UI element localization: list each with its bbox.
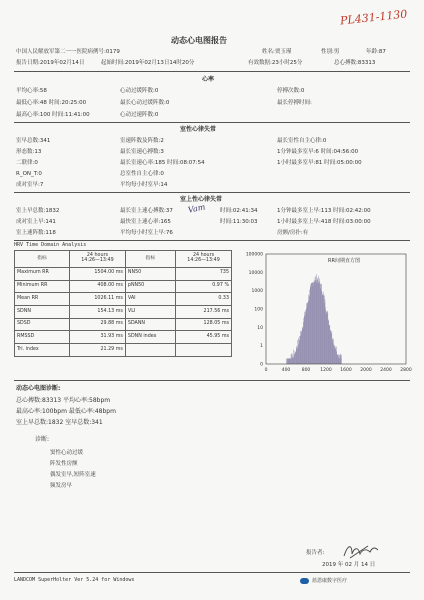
table-cell: SDANN — [125, 318, 175, 331]
diagnosis-item: 偶发室早,短阵室速 — [50, 472, 96, 478]
reporter-signature — [340, 540, 380, 562]
table-cell: pNN50 — [125, 280, 175, 293]
table-cell: Maximum RR — [15, 268, 70, 281]
min-heart-rate: 最低心率:48 时间:20:25:00 — [16, 100, 87, 106]
bigeminy: 二联律:0 — [16, 160, 38, 166]
table-cell: Mean RR — [15, 293, 70, 306]
afib-flutter: 房颤/房扑:有 — [277, 230, 309, 236]
valid-duration: 有效数据:23小时25分 — [248, 60, 303, 66]
x-tick-label: 800 — [301, 368, 311, 373]
y-tick-label: 0 — [260, 362, 263, 368]
longest-vt-rate: 最长室速心率:185 时间:08:07:54 — [120, 160, 205, 166]
patient-age: 年龄:87 — [366, 49, 386, 55]
header-period-title: 24 hours — [86, 253, 108, 259]
total-beats: 总心搏数:83313 — [334, 60, 376, 66]
y-tick-label: 100000 — [245, 252, 263, 258]
x-tick-label: 2000 — [360, 368, 372, 373]
table-row — [15, 331, 232, 344]
header-index: 指标 — [15, 251, 70, 268]
x-tick-label: 2400 — [380, 368, 392, 373]
table-cell: 128.05 ms — [176, 318, 232, 331]
table-cell: 735 — [176, 268, 232, 281]
table-cell: 0.33 — [176, 293, 232, 306]
pac-total: 室上早总数:1832 — [16, 208, 60, 214]
avg-pvc-per-hour: 平均每小时室早:14 — [120, 182, 168, 188]
header-period-range: 14:26—13:49 — [81, 258, 114, 263]
table-row — [15, 344, 232, 357]
hospital-case-number: 中国人民解放军第二一一医院病例号:0179 — [16, 49, 120, 55]
table-cell: SDSD — [15, 318, 70, 331]
rr-histogram — [228, 250, 418, 375]
longest-svt-time: 时间:02:41:34 — [220, 208, 258, 214]
x-tick-label: 0 — [264, 368, 268, 373]
r-on-t: R_ON_T:0 — [16, 171, 42, 177]
brady-episodes: 心动过缓阵数:0 — [120, 88, 159, 94]
x-tick-label: 2800 — [400, 368, 412, 373]
header-period-range: 14:26—13:49 — [187, 258, 220, 263]
footer-company — [300, 578, 347, 584]
morphology-count: 形态数:13 — [16, 149, 42, 155]
report-signed-date: 2019 年 02 月 14 日 — [322, 562, 376, 568]
y-tick-label: 1000 — [251, 289, 263, 295]
table-cell: 1026.11 ms — [69, 293, 125, 306]
paired-pvc: 成对室早:7 — [16, 182, 44, 188]
total-idioventricular: 总室性自主心律:0 — [120, 171, 164, 177]
longest-pause: 最长停搏时间: — [277, 100, 312, 106]
table-cell: 408.00 ms — [69, 280, 125, 293]
company-logo-icon — [300, 578, 309, 584]
divider — [14, 572, 410, 573]
avg-pac-per-hour: 平均每小时室上早:76 — [120, 230, 173, 236]
table-row — [15, 280, 232, 293]
table-row — [15, 306, 232, 319]
max-pac-per-hour: 1小时最多室上早:418 时间:03:00:00 — [277, 219, 371, 225]
header-period — [176, 251, 232, 268]
table-cell: 29.88 ms — [69, 318, 125, 331]
table-row — [15, 293, 232, 306]
divider — [14, 71, 410, 72]
y-tick-label: 100 — [254, 307, 263, 313]
table-cell — [125, 344, 175, 357]
report-date: 报告日期:2019年02月14日 — [16, 60, 85, 66]
max-pvc-per-hour: 1小时最多室早:81 时间:05:00:00 — [277, 160, 362, 166]
pvc-total: 室早总数:341 — [16, 138, 51, 144]
max-heart-rate: 最高心率:100 时间:11:41:00 — [16, 112, 90, 118]
table-cell: SDNN index — [125, 331, 175, 344]
diagnosis-line-2: 最高心率:100bpm 最低心率:48bpm — [16, 408, 116, 415]
table-cell: 1504.00 ms — [69, 268, 125, 281]
longest-idioventricular: 最长室性自主心律:0 — [277, 138, 327, 144]
diagnosis-item: 阵发性房颤 — [50, 461, 78, 467]
start-time: 起始时间:2019年02月13日14时20分 — [101, 60, 195, 66]
ventricular-heading: 室性心律失常 — [180, 126, 217, 133]
reporter-label: 报告者: — [306, 550, 325, 556]
paired-pac: 成对室上早:141 — [16, 219, 56, 225]
header-period — [69, 251, 125, 268]
heart-rate-heading: 心率 — [202, 76, 215, 83]
y-tick-label: 10 — [257, 325, 263, 331]
svt-runs: 室上速阵数:118 — [16, 230, 56, 236]
table-cell: 154.13 ms — [69, 306, 125, 319]
patient-name: 姓名:贾玉瑾 — [262, 49, 292, 55]
hrv-caption: HRV Time Domain Analysis — [14, 242, 87, 248]
table-cell: 217.56 ms — [176, 306, 232, 319]
table-header-row — [15, 251, 232, 268]
table-cell: Minimum RR — [15, 280, 70, 293]
handwritten-note: Vam — [187, 202, 207, 215]
longest-svt-beats: 最长室上速心搏数:37 — [120, 208, 173, 214]
diagnosis-item: 频发房早 — [50, 483, 73, 489]
patient-sex: 性别:男 — [321, 49, 340, 55]
table-row — [15, 268, 232, 281]
pause-count: 停搏次数:0 — [277, 88, 305, 94]
x-tick-label: 400 — [281, 368, 291, 373]
table-cell: VAI — [125, 293, 175, 306]
diagnosis-title: 动态心电图诊断: — [16, 385, 61, 392]
tachy-episodes: 心动过速阵数:0 — [120, 112, 159, 118]
diagnosis-item: 窦性心动过缓 — [50, 450, 84, 456]
max-pac-per-minute: 1分钟最多室上早:113 时间:02:42:00 — [277, 208, 371, 214]
x-tick-label: 1200 — [320, 368, 332, 373]
diagnosis-line-3: 室上早总数:1832 室早总数:341 — [16, 419, 103, 426]
table-cell: 0.97 % — [176, 280, 232, 293]
table-row — [15, 318, 232, 331]
table-cell: NN50 — [125, 268, 175, 281]
handwritten-code: PL431-1130 — [339, 7, 408, 28]
y-tick-label: 10000 — [248, 270, 263, 276]
diagnosis-line-1: 总心搏数:83313 平均心率:58bpm — [16, 397, 111, 404]
divider — [14, 192, 410, 193]
table-cell: SDNN — [15, 306, 70, 319]
footer-software: LANDCOM SuperHolter Ver 5.24 for Windows — [14, 577, 135, 583]
table-cell — [176, 344, 232, 357]
histogram-title: RR间期直方图 — [328, 258, 360, 264]
vt-runs: 室速阵数及阵数:2 — [120, 138, 164, 144]
max-pvc-per-minute: 1分钟最多室早:6 时间:04:56:00 — [277, 149, 359, 155]
company-name: 蓝恩康数字医疗 — [312, 577, 348, 584]
divider — [14, 380, 410, 381]
table-cell: VLI — [125, 306, 175, 319]
supraventricular-heading: 室上性心律失常 — [180, 196, 223, 203]
report-title: 动态心电图报告 — [171, 36, 227, 45]
table-cell: 31.93 ms — [69, 331, 125, 344]
avg-heart-rate: 平均心率:58 — [16, 88, 47, 94]
y-tick-label: 1 — [260, 344, 263, 350]
table-cell: 45.95 ms — [176, 331, 232, 344]
table-cell: Tri. index — [15, 344, 70, 357]
header-index: 指标 — [125, 251, 175, 268]
fastest-svt-time: 时间:11:30:03 — [220, 219, 258, 225]
longest-vt-beats: 最长室速心搏数:3 — [120, 149, 164, 155]
fastest-svt-rate: 最快室上速心率:165 — [120, 219, 171, 225]
table-cell: RMSSD — [15, 331, 70, 344]
header-period-title: 24 hours — [192, 253, 215, 259]
diagnosis-subtitle: 诊断: — [35, 436, 50, 443]
hrv-table — [14, 250, 232, 357]
divider — [14, 240, 410, 241]
longest-brady: 最长心动过缓阵数:0 — [120, 100, 170, 106]
table-cell: 21.29 ms — [69, 344, 125, 357]
x-tick-label: 1600 — [340, 368, 352, 373]
divider — [14, 122, 410, 123]
